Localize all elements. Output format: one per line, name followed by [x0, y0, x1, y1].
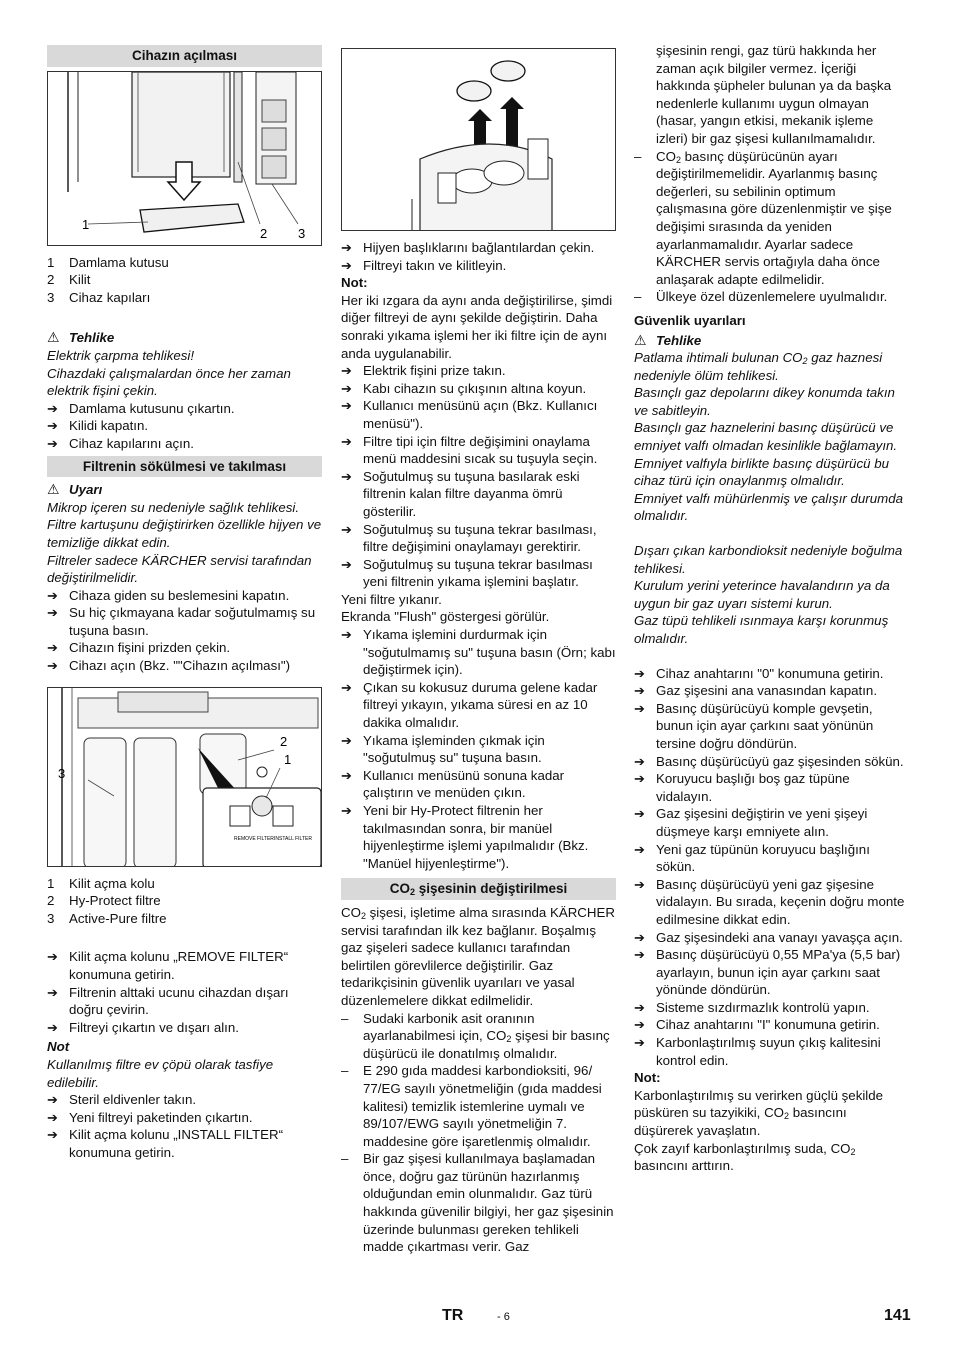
step-item: ➔ Filtreyi çıkartın ve dışarı alın. — [47, 1019, 239, 1035]
step-item: ➔ Su hiç çıkmayana kadar soğutulmamış su tuşuna basın. — [47, 605, 316, 638]
note-text: Her iki ızgara da aynı anda değiştirilirse, şimdi diğer filtreyi de aynı şekilde değiştirin. Daha sonraki yıkama işlemi her iki filtre için de aynı anda uygulanabilir. — [341, 292, 613, 361]
step-item: ➔ Basınç düşürücüyü gaz şişesinden sökün. — [634, 753, 904, 769]
step-item: ➔ Yeni bir Hy-Protect filtrenin her takılmasından sonra, bir manüel hijyenleştirme işlemi yapılmalıdır (Bkz. "Manüel hijyenleştirme"). — [341, 803, 589, 871]
dash-item: – $CO_2$ basınç düşürücünün ayarı değiştirilmemelidir. Ayarlanmış basınç değerleri, su sebilinin optimum çalışmasına göre düzenlenmiştir ve şişe değişimi sırasında da yeniden ayarlanmamalıdır. Ayarlar sadece KÄRCHER servis ortağıyla daha önce anlaşarak adapte edilmelidir. — [634, 148, 892, 287]
step-item: ➔ Cihazın fişini prizden çekin. — [47, 640, 231, 656]
warning-text: Elektrik çarpma tehlikesi! — [47, 347, 195, 363]
warning-text: Mikrop içeren su nedeniyle sağlık tehlikesi. Filtre kartuşunu değiştirirken özellikle hijyen ve temizliğe dikkat edin. — [47, 499, 322, 550]
legend-item: 3 Cihaz kapıları — [47, 289, 151, 305]
column-1 — [47, 42, 322, 1162]
fig2-button-remove: REMOVE FILTER — [234, 835, 274, 842]
footer-language: TR — [442, 1307, 464, 1324]
arrow-icon: ➔ — [341, 240, 352, 255]
step-item: ➔ Kullanıcı menüsünü sonuna kadar çalıştırın ve menüden çıkın. — [341, 767, 565, 801]
warning-text: Kurulum yerini yeterince havalandırın ya da uygun bir gaz uyarı sistemi kurun. — [634, 578, 890, 611]
figure-filter — [47, 687, 322, 867]
step-item: ➔ Kilit açma kolunu „INSTALL FILTER“ konumuna getirin. — [47, 1127, 284, 1160]
arrow-icon: ➔ — [634, 841, 645, 857]
note-text: Çok zayıf karbonlaştırılmış suda, $CO_2$ basıncını arttırın. — [634, 1140, 856, 1174]
step-item: ➔ Kabı cihazın su çıkışının altına koyun. — [341, 380, 587, 396]
arrow-icon: ➔ — [341, 380, 352, 396]
arrow-icon: ➔ — [634, 929, 645, 945]
figure-hygiene-caps — [341, 48, 616, 231]
section-heading-filter: Filtrenin sökülmesi ve takılması — [47, 456, 322, 478]
note-text: Kullanılmış filtre ev çöpü olarak tasfiye edilebilir. — [47, 1057, 274, 1090]
step-item: ➔ Çıkan su kokusuz duruma gelene kadar filtreyi yıkayın, yıkama süresi en az 10 dakika olmalıdır. — [341, 679, 598, 731]
arrow-icon: ➔ — [634, 771, 645, 787]
step-item: ➔ Hijyen başlıklarını bağlantılardan çekin. — [341, 240, 595, 255]
footer-page-small: - 6 — [497, 1311, 510, 1323]
warning-text: Gaz tüpü tehlikeli ısınmaya karşı korunmuş olmalıdır. — [634, 613, 889, 646]
column-3 — [634, 42, 908, 1175]
legend-item: 1 Damlama kutusu — [47, 254, 169, 270]
step-item: ➔ Basınç düşürücüyü yeni gaz şişesine vidalayın. Bu sırada, keçenin doğru monte edilmesine dikkat edin. — [634, 876, 905, 927]
fig2-callout-1: 1 — [284, 751, 292, 767]
fig1-callout-1: 1 — [82, 216, 90, 232]
legend-filter — [47, 875, 322, 928]
arrow-icon: ➔ — [341, 433, 352, 449]
arrow-icon: ➔ — [341, 767, 352, 783]
warning-text: Cihazdaki çalışmalardan önce her zaman elektrik fişini çekin. — [47, 365, 291, 399]
arrow-icon: ➔ — [341, 732, 352, 748]
warning-text: Filtreler sadece KÄRCHER servisi tarafından değiştirilmelidir. — [47, 552, 312, 586]
arrow-icon: ➔ — [47, 1092, 58, 1108]
legend-item: 1 Kilit açma kolu — [47, 875, 155, 891]
step-item: ➔ Cihaz anahtarını "I" konumuna getirin. — [634, 1017, 880, 1033]
step-item: ➔ Basınç düşürücüyü 0,55 MPa'ya (5,5 bar) ayarlayın, bunun için ayar çarkını saat yönünde döndürün. — [634, 947, 901, 998]
arrow-icon: ➔ — [341, 363, 352, 379]
step-item: ➔ Soğutulmuş su tuşuna tekrar basılması yeni filtrenin yıkama işlemini başlatır. — [341, 556, 593, 590]
legend-item: 2 Hy-Protect filtre — [47, 893, 161, 909]
warning-triangle-icon: ⚠ — [634, 331, 647, 348]
step-item: ➔ Elektrik fişini prize takın. — [341, 363, 506, 379]
step-item: ➔ Koruyucu başlığı boş gaz tüpüne vidalayın. — [634, 771, 850, 804]
arrow-icon: ➔ — [47, 949, 58, 965]
fig2-callout-2: 2 — [280, 733, 288, 749]
legend-item: 3 Active-Pure filtre — [47, 910, 167, 926]
arrow-icon: ➔ — [634, 999, 645, 1015]
warning-text: Basınçlı gaz haznelerini basınç düşürücü ve emniyet valfı olmadan kesinlikle bağlamayın. — [634, 420, 898, 454]
step-item: ➔ Yıkama işlemini durdurmak için "soğutulmamış su" tuşuna basın (Örn; kabı değiştirmek için). — [341, 627, 616, 678]
step-item: ➔ Sisteme sızdırmazlık kontrolü yapın. — [634, 999, 870, 1015]
device-opening-illustration — [48, 72, 322, 246]
arrow-icon: ➔ — [47, 418, 58, 434]
step-item: ➔ Cihaz anahtarını "0" konumuna getirin. — [634, 665, 884, 681]
arrow-icon: ➔ — [634, 876, 645, 892]
dash-item: – Sudaki karbonik asit oranının ayarlanabilmesi için, $CO_2$ şişesi bir basınç düşürücü ile donatılmış olmalıdır. — [341, 1010, 610, 1061]
arrow-icon: ➔ — [341, 627, 352, 643]
step-item: ➔ Cihaza giden su beslemesini kapatın. — [47, 587, 290, 603]
arrow-icon: ➔ — [341, 679, 352, 695]
arrow-icon: ➔ — [47, 1019, 58, 1035]
step-item: ➔ Kilidi kapatın. — [47, 418, 149, 434]
safety-heading: Güvenlik uyarıları — [634, 312, 746, 328]
fig1-callout-2: 2 — [260, 225, 268, 241]
step-item: ➔ Kullanıcı menüsünü açın (Bkz. Kullanıcı menüsü"). — [341, 398, 598, 431]
warning-triangle-icon: ⚠ — [47, 481, 60, 498]
step-item: ➔ Gaz şişesini değiştirin ve yeni şişeyi düşmeye karşı emniyete alın. — [634, 806, 868, 839]
arrow-icon: ➔ — [341, 398, 352, 414]
arrow-icon: ➔ — [47, 435, 58, 451]
step-item: ➔ Filtrenin alttaki ucunu cihazdan dışarı doğru çevirin. — [47, 984, 289, 1018]
step-item: ➔ Yeni gaz tüpünün koruyucu başlığını sökün. — [634, 841, 870, 875]
section-heading-co2: $CO_2$ şişesinin değiştirilmesi — [341, 878, 616, 900]
arrow-icon: ➔ — [634, 1035, 645, 1051]
filter-illustration — [48, 688, 322, 867]
arrow-icon: ➔ — [634, 1017, 645, 1033]
arrow-icon: ➔ — [341, 521, 352, 537]
note-title: Not: — [341, 275, 368, 291]
dash-item: – Ülkeye özel düzenlemelere uyulmalıdır. — [634, 289, 888, 305]
note-text: Karbonlaştırılmış su verirken güçlü şekilde püsküren su tazyikiki, $CO_2$ basıncını düşürerek yavaşlatın. — [634, 1087, 884, 1139]
step-item: ➔ Kilit açma kolunu „REMOVE FILTER“ konumuna getirin. — [47, 949, 289, 983]
arrow-icon: ➔ — [634, 753, 645, 769]
figure-device-opening — [47, 71, 322, 246]
step-item: ➔ Soğutulmuş su tuşuna tekrar basılması, filtre değişimini onaylamayı gerektirir. — [341, 521, 597, 555]
step-item: ➔ Cihazı açın (Bkz. ""Cihazın açılması") — [47, 658, 291, 674]
warning-text: Emniyet valfı mühürlenmiş ve çalışır durumda olmalıdır. — [634, 490, 903, 524]
dash-item: – Bir gaz şişesi kullanılmaya başlamadan önce, doğru gaz türünün hazırlanmış olduğundan emin olunmalıdır. Gaz türü hakkında güvenilir bilgiyi, her gaz şişesinin üzerinde bulunması gereken tehlikeli madde çıkartması verir. Gaz — [341, 1151, 614, 1255]
paragraph: Yeni filtre yıkanır. — [341, 591, 442, 607]
arrow-icon: ➔ — [47, 605, 58, 621]
fig2-callout-3: 3 — [58, 765, 66, 781]
paragraph-continued: şişesinin rengi, gaz türü hakkında her zaman açık bilgiler vermez. İçeriği hakkında şüpheler bulunan ya da başka nedenlerle kullanımı uygun olmayan (hasar, yangın etkisi, mekanik işleme izleri) bir gaz şişesi kullanılmamalıdır. — [656, 43, 892, 146]
warning-caution: ⚠ Uyarı — [47, 481, 103, 498]
hygiene-caps-illustration — [342, 49, 616, 231]
note-title: Not: — [634, 1070, 661, 1086]
warning-text: Emniyet valfıyla birlikte basınç düşürücü bu cihaz türü için onaylanmış olmalıdır. — [634, 455, 889, 489]
arrow-icon: ➔ — [47, 984, 58, 1000]
step-item: ➔ Gaz şişesindeki ana vanayı yavaşça açın. — [634, 929, 903, 945]
step-item: ➔ Filtre tipi için filtre değişimini onaylama menü maddesini sıcak su tuşuyla seçin. — [341, 433, 598, 467]
warning-text: Patlama ihtimali bulunan $CO_2$ gaz haznesi nedeniyle ölüm tehlikesi. — [634, 350, 883, 383]
step-item: ➔ Cihaz kapılarını açın. — [47, 435, 194, 451]
arrow-icon: ➔ — [47, 1127, 58, 1143]
column-2 — [341, 48, 616, 1256]
step-item: ➔ Filtreyi takın ve kilitleyin. — [341, 257, 507, 273]
step-item: ➔ Basınç düşürücüyü komple gevşetin, bunun için ayar çarkını saat yönünün tersine doğru döndürün. — [634, 700, 874, 751]
fig1-callout-3: 3 — [298, 225, 306, 241]
arrow-icon: ➔ — [341, 257, 352, 273]
paragraph: $CO_2$ şişesi, işletime alma sırasında KÄRCHER servisi tarafından ilk kez bağlanır. Boşalmış gaz şişeleri sadece kullanıcı tarafından belirtilen görevlilerce değiştirilir. Gaz tedarikçisinin güvenlik uyarıları ve yasal düzenlemelere dikkat edilmelidir. — [341, 904, 615, 1008]
step-item: ➔ Gaz şişesini ana vanasından kapatın. — [634, 683, 878, 699]
fig2-button-install: INSTALL FILTER — [274, 835, 312, 842]
arrow-icon: ➔ — [47, 658, 58, 674]
legend-device-opening — [47, 254, 322, 307]
footer-page-number: 141 — [884, 1307, 911, 1324]
section-heading-device-opening: Cihazın açılması — [47, 45, 322, 67]
step-item: ➔ Karbonlaştırılmış suyun çıkış kalitesini kontrol edin. — [634, 1035, 881, 1068]
arrow-icon: ➔ — [47, 587, 58, 603]
step-item: ➔ Steril eldivenler takın. — [47, 1092, 197, 1108]
arrow-icon: ➔ — [47, 1109, 58, 1125]
note-title: Not — [47, 1039, 70, 1055]
warning-danger: ⚠ Tehlike — [47, 329, 115, 346]
arrow-icon: ➔ — [634, 683, 645, 699]
step-item: ➔ Damlama kutusunu çıkartın. — [47, 400, 235, 416]
arrow-icon: ➔ — [341, 803, 352, 818]
warning-text: Basınçlı gaz depolarını dikey konumda takın ve sabitleyin. — [634, 385, 895, 418]
warning-text: Dışarı çıkan karbondioksit nedeniyle boğulma tehlikesi. — [634, 543, 903, 576]
arrow-icon: ➔ — [341, 468, 352, 484]
arrow-icon: ➔ — [341, 556, 352, 572]
arrow-icon: ➔ — [47, 400, 58, 416]
legend-item: 2 Kilit — [47, 272, 91, 288]
paragraph: Ekranda "Flush" göstergesi görülür. — [341, 609, 550, 625]
arrow-icon: ➔ — [47, 640, 58, 656]
arrow-icon: ➔ — [634, 700, 645, 716]
arrow-icon: ➔ — [634, 806, 645, 822]
step-item: ➔ Yeni filtreyi paketinden çıkartın. — [47, 1109, 253, 1125]
arrow-icon: ➔ — [634, 665, 645, 681]
warning-triangle-icon: ⚠ — [47, 329, 60, 346]
dash-item: – E 290 gıda maddesi karbondioksiti, 96/ 77/EG sayılı yönetmeliğin (gıda maddesi kalitesi) temizlik istemlerine uymalı ve 89/107/EWG sayılı yönetmeliğin 7. maddesine göre işaretlenmiş olmalıdır. — [341, 1063, 602, 1149]
warning-danger: ⚠ Tehlike — [634, 331, 702, 348]
step-item: ➔ Soğutulmuş su tuşuna basılarak eski filtrenin kalan filtre dayanma ömrü gösterilir. — [341, 468, 580, 519]
step-item: ➔ Yıkama işleminden çıkmak için "soğutulmuş su" tuşuna basın. — [341, 732, 545, 766]
arrow-icon: ➔ — [634, 947, 645, 963]
